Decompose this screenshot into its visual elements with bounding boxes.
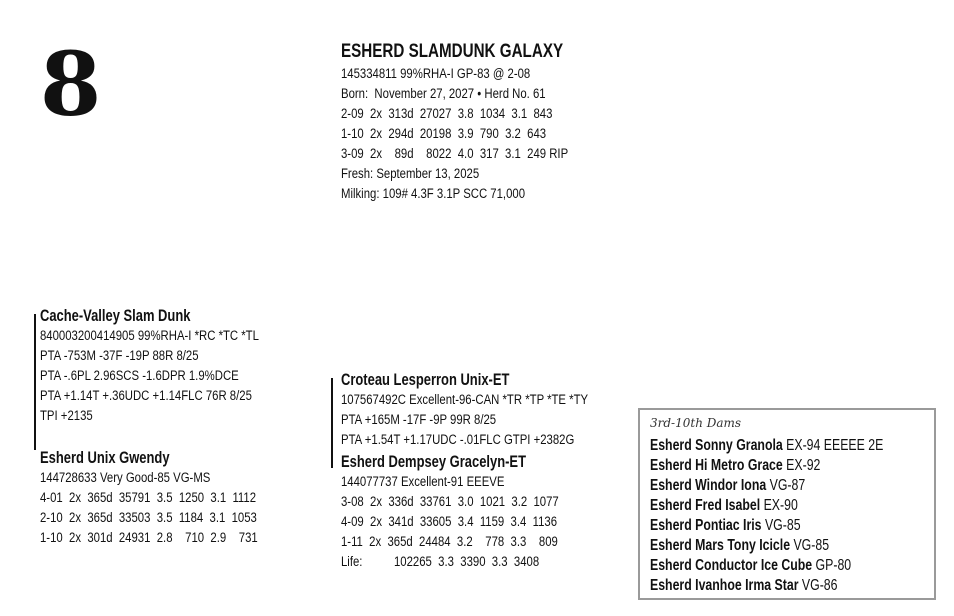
list-item: [650, 536, 883, 556]
fresh-line: Fresh: September 13, 2025: [341, 166, 480, 182]
dam-ancestor-score: VG-87: [766, 477, 806, 494]
record-line: 3-09 2x 89d 8022 4.0 317 3.1 249 RIP: [341, 146, 569, 162]
lot-number: 8: [40, 32, 102, 136]
dam-ancestor-name: Esherd Hi Metro Grace: [650, 457, 783, 474]
sire-bracket: [34, 314, 36, 450]
dam-ancestor-score: VG-86: [798, 577, 838, 594]
mgd-lifetime-line: Life: 102265 3.3 3390 3.3 3408: [341, 554, 540, 570]
animal-name: ESHERD SLAMDUNK GALAXY: [341, 41, 564, 62]
dams-list: [650, 436, 942, 596]
list-item: [650, 576, 883, 596]
extended-dams-box: [638, 408, 936, 600]
mgd-name: Esherd Dempsey Gracelyn-ET: [341, 453, 526, 471]
dam-record-line: 4-01 2x 365d 35791 3.5 1250 3.1 1112: [40, 490, 257, 506]
list-item: [650, 456, 883, 476]
dam-ancestor-score: EX-92: [782, 457, 821, 474]
list-item: [650, 516, 883, 536]
main-animal: [341, 40, 625, 204]
milking-line: Milking: 109# 4.3F 3.1P SCC 71,000: [341, 186, 526, 202]
dam-ancestor-score: VG-85: [761, 517, 801, 534]
mgs-line: 107567492C Excellent-96-CAN *TR *TP *TE *TY: [341, 392, 589, 408]
mgs-name: Croteau Lesperron Unix-ET: [341, 371, 510, 389]
dam-block: [40, 448, 312, 548]
mgs-bracket: [331, 378, 333, 468]
dam-ancestor-score: EX-94 EEEEE 2E: [782, 437, 884, 454]
birth-line: Born: November 27, 2027 • Herd No. 61: [341, 86, 546, 102]
mgd-record-line: 4-09 2x 341d 33605 3.4 1159 3.4 1136: [341, 514, 558, 530]
mgs-line: PTA +165M -17F -9P 99R 8/25: [341, 412, 497, 428]
dam-ancestor-score: VG-85: [790, 537, 830, 554]
dam-record-line: 1-10 2x 301d 24931 2.8 710 2.9 731: [40, 530, 258, 546]
dam-record-line: 2-10 2x 365d 33503 3.5 1184 3.1 1053: [40, 510, 257, 526]
sire-line: TPI +2135: [40, 408, 93, 424]
dam-ancestor-name: Esherd Ivanhoe Irma Star: [650, 577, 799, 594]
dam-ancestor-name: Esherd Pontiac Iris: [650, 517, 762, 534]
list-item: [650, 476, 883, 496]
sire-line: PTA +1.14T +.36UDC +1.14FLC 76R 8/25: [40, 388, 252, 404]
record-line: 1-10 2x 294d 20198 3.9 790 3.2 643: [341, 126, 547, 142]
dam-ancestor-name: Esherd Windor Iona: [650, 477, 767, 494]
list-item: [650, 436, 883, 456]
sire-block: [40, 306, 314, 426]
dam-ancestor-score: GP-80: [812, 557, 852, 574]
sire-line: PTA -753M -37F -19P 88R 8/25: [40, 348, 199, 364]
sire-line: PTA -.6PL 2.96SCS -1.6DPR 1.9%DCE: [40, 368, 239, 384]
dams-box-heading: 3rd-10th Dams: [650, 416, 742, 430]
sire-line: 840003200414905 99%RHA-I *RC *TC *TL: [40, 328, 259, 344]
mgs-line: PTA +1.54T +1.17UDC -.01FLC GTPI +2382G: [341, 432, 575, 448]
maternal-granddam-block: [341, 452, 613, 572]
registration-line: 145334811 99%RHA-I GP-83 @ 2-08: [341, 66, 531, 82]
maternal-grandsire-block: [341, 370, 650, 450]
mgd-line: 144077737 Excellent-91 EEEVE: [341, 474, 505, 490]
dam-ancestor-name: Esherd Mars Tony Icicle: [650, 537, 791, 554]
record-line: 2-09 2x 313d 27027 3.8 1034 3.1 843: [341, 106, 553, 122]
mgd-record-line: 3-08 2x 336d 33761 3.0 1021 3.2 1077: [341, 494, 559, 510]
list-item: [650, 556, 883, 576]
dam-name: Esherd Unix Gwendy: [40, 449, 170, 467]
mgd-record-line: 1-11 2x 365d 24484 3.2 778 3.3 809: [341, 534, 558, 550]
list-item: [650, 496, 883, 516]
sire-name: Cache-Valley Slam Dunk: [40, 307, 191, 325]
dam-ancestor-name: Esherd Conductor Ice Cube: [650, 557, 813, 574]
dam-ancestor-name: Esherd Sonny Granola: [650, 437, 783, 454]
dam-ancestor-score: EX-90: [760, 497, 798, 514]
dam-ancestor-name: Esherd Fred Isabel: [650, 497, 761, 514]
dam-line: 144728633 Very Good-85 VG-MS: [40, 470, 211, 486]
